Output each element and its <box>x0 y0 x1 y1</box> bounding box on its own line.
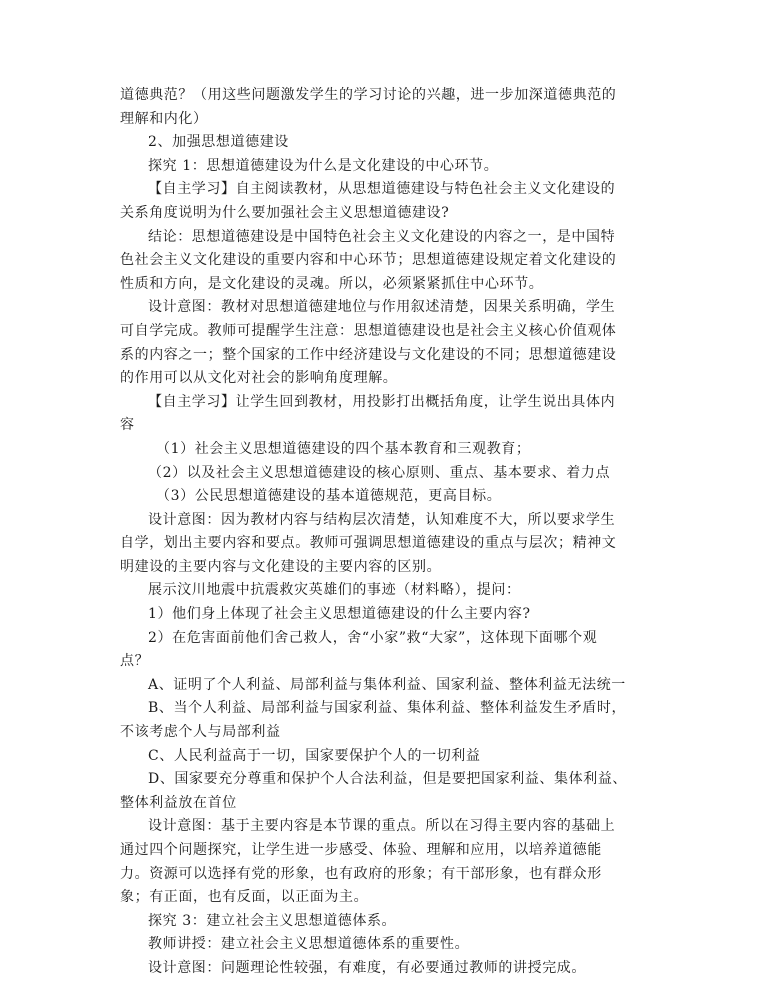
text-line: 探究 3：建立社会主义思想道德体系。 <box>148 912 397 929</box>
option-item: A、证明了个人利益、局部利益与集体利益、国家利益、整体利益无法统一 <box>148 676 626 693</box>
text-line: 设计意图：问题理论性较强，有难度，有必要通过教师的讲授完成。 <box>148 959 586 976</box>
text-line: 【自主学习】自主阅读教材，从思想道德建设与特色社会主义文化建设的 <box>148 181 616 198</box>
text-line: 探究 1：思想道德建设为什么是文化建设的中心环节。 <box>148 157 499 174</box>
text-line: 设计意图：教材对思想道德建地位与作用叙述清楚，因果关系明确，学生 <box>148 299 616 316</box>
text-line: 展示汶川地震中抗震救灾英雄们的事迹（材料略），提问： <box>148 582 521 599</box>
text-line: 可自学完成。教师可提醒学生注意：思想道德建设也是社会主义核心价值观体 <box>120 322 617 339</box>
text-line: 色社会主义文化建设的重要内容和中心环节；思想道德建设规定着文化建设的 <box>120 252 617 269</box>
text-line: 象；有正面，也有反面，以正面为主。 <box>120 889 369 906</box>
text-line: 通过四个问题探究，让学生进一步感受、体验、理解和应用，以培养道德能 <box>120 842 602 858</box>
text-line: 结论：思想道德建设是中国特色社会主义文化建设的内容之一，是中国特 <box>148 228 616 245</box>
option-item: D、国家要充分尊重和保护个人合法利益，但是要把国家利益、集体利益、 <box>148 771 628 788</box>
text-line: 自学，划出主要内容和要点。教师可强调思想道德建设的重点与层次；精神文 <box>120 535 617 552</box>
document-body <box>120 84 660 981</box>
text-line: 性质和方向，是文化建设的灵魂。所以，必须紧紧抓住中心环节。 <box>120 275 544 292</box>
section-heading: 2、加强思想道德建设 <box>148 134 289 151</box>
text-line: 道德典范？（用这些问题激发学生的学习讨论的兴趣，进一步加深道德典范的 <box>120 87 617 103</box>
text-line: 不该考虑个人与局部利益 <box>120 724 281 741</box>
text-line: 教师讲授：建立社会主义思想道德体系的重要性。 <box>148 936 470 953</box>
list-item: （2）以及社会主义思想道德建设的核心原则、重点、基本要求、着力点 <box>148 464 611 481</box>
text-line: 的作用可以从文化对社会的影响角度理解。 <box>120 370 398 387</box>
text-line: 理解和内化） <box>120 110 208 127</box>
text-line: 点？ <box>120 653 150 670</box>
text-line: 整体利益放在首位 <box>120 794 237 811</box>
option-item: B、当个人利益、局部利益与国家利益、集体利益、整体利益发生矛盾时， <box>148 700 627 717</box>
question-item: 1）他们身上体现了社会主义思想道德建设的什么主要内容? <box>148 606 531 623</box>
text-line: 关系角度说明为什么要加强社会主义思想道德建设? <box>120 204 450 221</box>
list-item: （1）社会主义思想道德建设的四个基本教育和三观教育； <box>156 440 531 457</box>
text-line: 设计意图：因为教材内容与结构层次清楚，认知难度不大，所以要求学生 <box>148 511 616 528</box>
text-line: 设计意图：基于主要内容是本节课的重点。所以在习得主要内容的基础上 <box>148 818 616 835</box>
text-line: 【自主学习】让学生回到教材，用投影打出概括角度，让学生说出具体内 <box>148 393 616 410</box>
text-line: 容 <box>120 417 135 434</box>
option-item: C、人民利益高于一切，国家要保护个人的一切利益 <box>148 747 481 764</box>
text-line: 系的内容之一；整个国家的工作中经济建设与文化建设的不同；思想道德建设 <box>120 346 617 363</box>
text-line: 明建设的主要内容与文化建设的主要内容的区别。 <box>120 558 442 575</box>
list-item: （3）公民思想道德建设的基本道德规范，更高目标。 <box>156 488 502 505</box>
question-item: 2）在危害面前他们舍己救人，舍“小家”救“大家”，这体现下面哪个观 <box>148 629 598 646</box>
text-line: 力。资源可以选择有党的形象，也有政府的形象；有干部形象，也有群众形 <box>120 865 602 882</box>
